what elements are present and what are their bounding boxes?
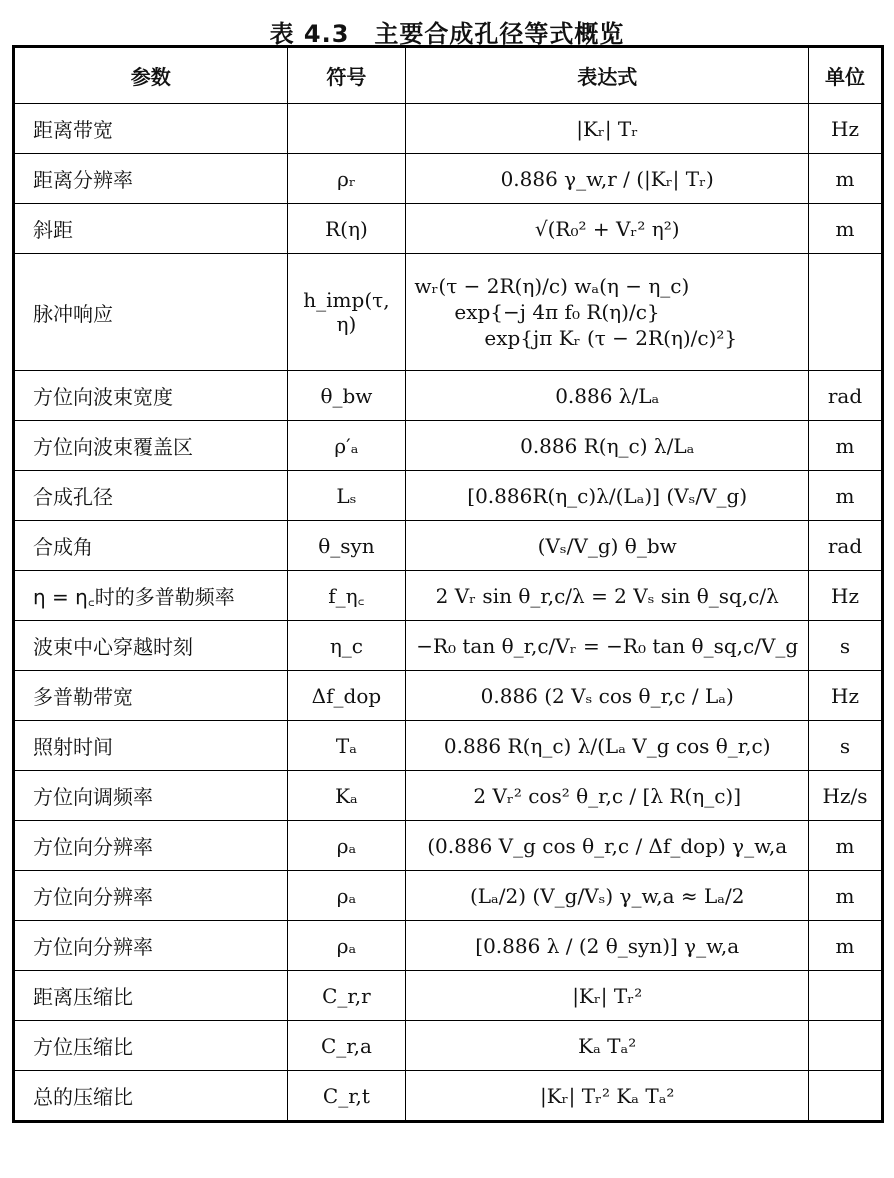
table-row — [14, 471, 883, 521]
table-row — [14, 154, 883, 204]
unit-cell: m — [809, 821, 883, 871]
header-unit: 单位 — [809, 47, 883, 104]
param-cell: 方位向分辨率 — [14, 921, 288, 971]
symbol-cell: θ_syn — [287, 521, 406, 571]
unit-cell: rad — [809, 371, 883, 421]
unit-cell: m — [809, 204, 883, 254]
table-row — [14, 204, 883, 254]
unit-cell: m — [809, 154, 883, 204]
param-cell: 距离带宽 — [14, 104, 288, 154]
symbol-cell: ρₐ — [287, 921, 406, 971]
symbol-cell: h_imp(τ, η) — [287, 254, 406, 371]
symbol-cell: Lₛ — [287, 471, 406, 521]
unit-cell: Hz/s — [809, 771, 883, 821]
param-cell: 合成角 — [14, 521, 288, 571]
table-row — [14, 1071, 883, 1122]
symbol-cell: Tₐ — [287, 721, 406, 771]
table-row — [14, 421, 883, 471]
table-row — [14, 254, 883, 371]
unit-cell — [809, 1021, 883, 1071]
expression-cell: |Kᵣ| Tᵣ — [406, 104, 809, 154]
unit-cell: m — [809, 421, 883, 471]
symbol-cell: ρᵣ — [287, 154, 406, 204]
expression-cell: 2 Vᵣ sin θ_r,c/λ = 2 Vₛ sin θ_sq,c/λ — [406, 571, 809, 621]
table-row — [14, 971, 883, 1021]
unit-cell: m — [809, 921, 883, 971]
symbol-cell: R(η) — [287, 204, 406, 254]
param-cell: 方位向调频率 — [14, 771, 288, 821]
table-row — [14, 371, 883, 421]
param-cell: 方位向分辨率 — [14, 871, 288, 921]
param-cell: 方位向波束覆盖区 — [14, 421, 288, 471]
table-row — [14, 921, 883, 971]
table-row — [14, 771, 883, 821]
symbol-cell: C_r,t — [287, 1071, 406, 1122]
header-symbol: 符号 — [287, 47, 406, 104]
expression-line: exp{jπ Kᵣ (τ − 2R(η)/c)²} — [484, 326, 738, 350]
unit-cell: s — [809, 621, 883, 671]
param-cell: 方位向分辨率 — [14, 821, 288, 871]
expression-cell: √(R₀² + Vᵣ² η²) — [406, 204, 809, 254]
expression-cell — [406, 254, 809, 371]
table-row — [14, 821, 883, 871]
table-row — [14, 104, 883, 154]
expression-cell: |Kᵣ| Tᵣ² — [406, 971, 809, 1021]
param-cell: 脉冲响应 — [14, 254, 288, 371]
symbol-cell: Δf_dop — [287, 671, 406, 721]
table-row — [14, 871, 883, 921]
table-row — [14, 1021, 883, 1071]
expression-line: exp{−j 4π f₀ R(η)/c} — [454, 300, 660, 324]
header-expr: 表达式 — [406, 47, 809, 104]
expression-cell: 0.886 R(η_c) λ/Lₐ — [406, 421, 809, 471]
param-cell: 总的压缩比 — [14, 1071, 288, 1122]
expression-cell: −R₀ tan θ_r,c/Vᵣ = −R₀ tan θ_sq,c/V_g — [406, 621, 809, 671]
table-row — [14, 671, 883, 721]
param-cell: 波束中心穿越时刻 — [14, 621, 288, 671]
unit-cell: Hz — [809, 104, 883, 154]
expression-cell: 0.886 λ/Lₐ — [406, 371, 809, 421]
unit-cell: m — [809, 471, 883, 521]
expression-cell: 2 Vᵣ² cos² θ_r,c / [λ R(η_c)] — [406, 771, 809, 821]
symbol-cell: C_r,r — [287, 971, 406, 1021]
unit-cell — [809, 254, 883, 371]
header-row — [14, 47, 883, 104]
unit-cell: Hz — [809, 571, 883, 621]
unit-cell: Hz — [809, 671, 883, 721]
param-cell: 距离压缩比 — [14, 971, 288, 1021]
param-cell: 距离分辨率 — [14, 154, 288, 204]
equations-table — [12, 45, 884, 1123]
expression-cell: 0.886 R(η_c) λ/(Lₐ V_g cos θ_r,c) — [406, 721, 809, 771]
unit-cell — [809, 1071, 883, 1122]
expression-cell: (0.886 V_g cos θ_r,c / Δf_dop) γ_w,a — [406, 821, 809, 871]
expression-line: wᵣ(τ − 2R(η)/c) wₐ(η − η_c) — [414, 274, 690, 298]
table-caption: 表 4.3 主要合成孔径等式概览 — [269, 20, 625, 48]
param-cell: η = η꜀时的多普勒频率 — [14, 571, 288, 621]
param-cell: 多普勒带宽 — [14, 671, 288, 721]
symbol-cell: ρₐ — [287, 821, 406, 871]
param-cell: 方位压缩比 — [14, 1021, 288, 1071]
expression-cell: 0.886 γ_w,r / (|Kᵣ| Tᵣ) — [406, 154, 809, 204]
symbol-cell: Kₐ — [287, 771, 406, 821]
expression-cell: |Kᵣ| Tᵣ² Kₐ Tₐ² — [406, 1071, 809, 1122]
expression-cell: [0.886 λ / (2 θ_syn)] γ_w,a — [406, 921, 809, 971]
symbol-cell: C_r,a — [287, 1021, 406, 1071]
expression-cell: Kₐ Tₐ² — [406, 1021, 809, 1071]
unit-cell: m — [809, 871, 883, 921]
param-cell: 合成孔径 — [14, 471, 288, 521]
table-row — [14, 521, 883, 571]
symbol-cell: θ_bw — [287, 371, 406, 421]
table-row — [14, 621, 883, 671]
table-row — [14, 571, 883, 621]
expression-cell: (Lₐ/2) (V_g/Vₛ) γ_w,a ≈ Lₐ/2 — [406, 871, 809, 921]
symbol-cell: η_c — [287, 621, 406, 671]
symbol-cell: ρ′ₐ — [287, 421, 406, 471]
symbol-cell: f_η꜀ — [287, 571, 406, 621]
unit-cell: s — [809, 721, 883, 771]
symbol-cell: ρₐ — [287, 871, 406, 921]
expression-cell: (Vₛ/V_g) θ_bw — [406, 521, 809, 571]
unit-cell — [809, 971, 883, 1021]
unit-cell: rad — [809, 521, 883, 571]
param-cell: 斜距 — [14, 204, 288, 254]
symbol-cell — [287, 104, 406, 154]
param-cell: 方位向波束宽度 — [14, 371, 288, 421]
table-row — [14, 721, 883, 771]
expression-cell: [0.886R(η_c)λ/(Lₐ)] (Vₛ/V_g) — [406, 471, 809, 521]
param-cell: 照射时间 — [14, 721, 288, 771]
header-param: 参数 — [14, 47, 288, 104]
expression-cell: 0.886 (2 Vₛ cos θ_r,c / Lₐ) — [406, 671, 809, 721]
